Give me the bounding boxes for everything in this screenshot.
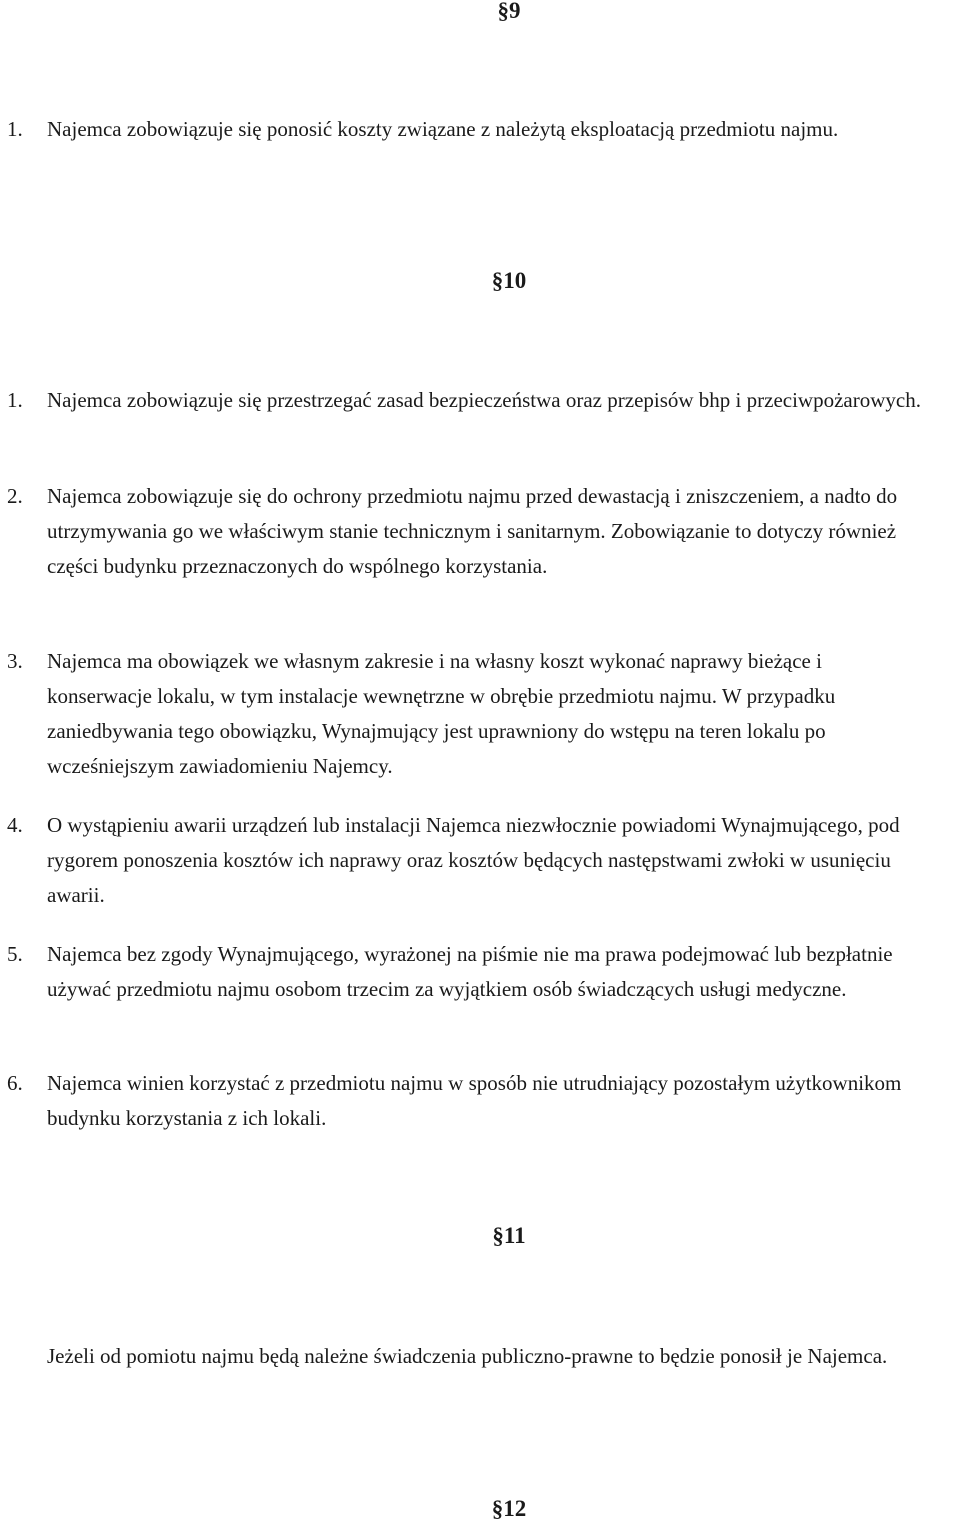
item-text: Najemca zobowiązuje się przestrzegać zasad bezpieczeństwa oraz przepisów bhp i przeciwpożarowych.: [47, 388, 921, 412]
item-text: Najemca ma obowiązek we własnym zakresie i na własny koszt wykonać naprawy bieżące i konserwacje lokalu, w tym instalacje wewnętrzne w obrębie przedmiotu najmu. W przypadku zaniedbywania tego obowiązku, Wynajmujący jest uprawniony do wstępu na teren lokalu po wcześniejszym zawiadomieniu Najemcy.: [47, 649, 836, 778]
item-number: 5.: [7, 942, 23, 966]
item-number: 1.: [7, 388, 23, 412]
list-item: [0, 112, 930, 147]
section-heading-9: §9: [497, 0, 521, 23]
section-heading-10: §10: [491, 268, 527, 293]
item-text: Najemca winien korzystać z przedmiotu najmu w sposób nie utrudniający pozostałym użytkownikom budynku korzystania z ich lokali.: [47, 1071, 902, 1130]
list-item: [0, 1066, 930, 1136]
item-text: O wystąpieniu awarii urządzeń lub instalacji Najemca niezwłocznie powiadomi Wynajmującego, pod rygorem ponoszenia kosztów ich naprawy oraz kosztów będących następstwami zwłoki w usunięciu awarii.: [47, 813, 900, 907]
section-heading-12: §12: [491, 1496, 527, 1521]
list-item: [0, 937, 930, 1007]
item-text: Najemca zobowiązuje się ponosić koszty związane z należytą eksploatacją przedmiotu najmu.: [47, 117, 839, 141]
item-number: 3.: [7, 649, 23, 673]
item-number: 6.: [7, 1071, 23, 1095]
list-item: [0, 383, 930, 418]
list-item: [0, 644, 930, 784]
section-heading-11: §11: [492, 1223, 526, 1248]
item-number: 4.: [7, 813, 23, 837]
item-number: 2.: [7, 484, 23, 508]
paragraph: Jeżeli od pomiotu najmu będą należne świadczenia publiczno-prawne to będzie ponosił je Najemca.: [47, 1344, 888, 1368]
item-number: 1.: [7, 117, 23, 141]
item-text: Najemca zobowiązuje się do ochrony przedmiotu najmu przed dewastacją i zniszczeniem, a nadto do utrzymywania go we właściwym stanie technicznym i sanitarnym. Zobowiązanie to dotyczy również części budynku przeznaczonych do wspólnego korzystania.: [47, 484, 898, 578]
item-text: Najemca bez zgody Wynajmującego, wyrażonej na piśmie nie ma prawa podejmować lub bezpłatnie używać przedmiotu najmu osobom trzecim za wyjątkiem osób świadczących usługi medyczne.: [47, 942, 893, 1001]
list-item: [0, 808, 930, 913]
list-item: [0, 479, 930, 584]
